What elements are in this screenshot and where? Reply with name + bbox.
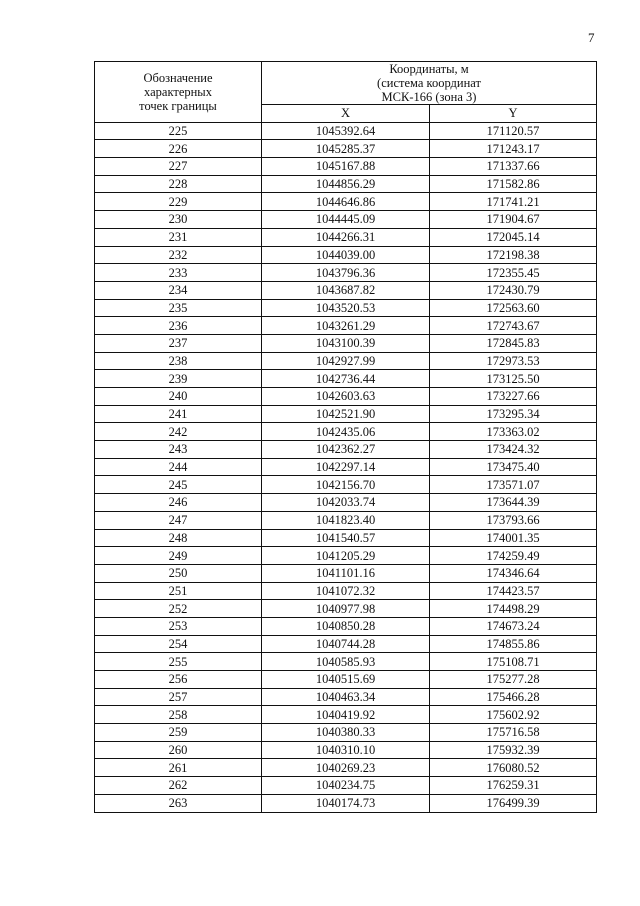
x-coordinate-cell: 1042927.99 — [262, 352, 430, 370]
y-coordinate-cell: 172845.83 — [430, 334, 597, 352]
y-coordinate-cell: 175716.58 — [430, 724, 597, 742]
page-top-mark — [298, 0, 344, 5]
x-coordinate-cell: 1044646.86 — [262, 193, 430, 211]
point-cell: 225 — [95, 122, 262, 140]
y-coordinate-cell: 171741.21 — [430, 193, 597, 211]
point-cell: 234 — [95, 281, 262, 299]
points-header-line: характерных — [144, 84, 212, 99]
y-coordinate-cell: 174498.29 — [430, 600, 597, 618]
table-row — [95, 370, 597, 388]
y-coordinate-cell: 172045.14 — [430, 228, 597, 246]
y-coordinate-cell: 172563.60 — [430, 299, 597, 317]
point-cell: 236 — [95, 317, 262, 335]
table-row — [95, 228, 597, 246]
point-cell: 256 — [95, 671, 262, 689]
point-cell: 257 — [95, 688, 262, 706]
y-coordinate-cell: 174346.64 — [430, 564, 597, 582]
table-row — [95, 494, 597, 512]
x-coordinate-cell: 1045167.88 — [262, 158, 430, 176]
y-coordinate-cell: 173793.66 — [430, 511, 597, 529]
table-row — [95, 564, 597, 582]
x-coordinate-cell: 1043796.36 — [262, 264, 430, 282]
y-coordinate-cell: 171243.17 — [430, 140, 597, 158]
y-coordinate-cell: 176080.52 — [430, 759, 597, 777]
y-coordinate-cell: 173227.66 — [430, 388, 597, 406]
point-cell: 231 — [95, 228, 262, 246]
table-row — [95, 211, 597, 229]
x-coordinate-cell: 1040310.10 — [262, 741, 430, 759]
point-cell: 233 — [95, 264, 262, 282]
points-column-header — [95, 62, 262, 123]
point-cell: 249 — [95, 547, 262, 565]
point-cell: 259 — [95, 724, 262, 742]
x-coordinate-cell: 1042362.27 — [262, 441, 430, 459]
y-coordinate-cell: 172973.53 — [430, 352, 597, 370]
coordinates-column-header — [262, 62, 597, 105]
table-row — [95, 264, 597, 282]
x-coordinate-cell: 1042297.14 — [262, 458, 430, 476]
table-row — [95, 175, 597, 193]
y-coordinate-cell: 171904.67 — [430, 211, 597, 229]
points-header-line: точек границы — [139, 98, 217, 113]
point-cell: 260 — [95, 741, 262, 759]
x-coordinate-cell: 1040419.92 — [262, 706, 430, 724]
point-cell: 229 — [95, 193, 262, 211]
y-coordinate-cell: 175277.28 — [430, 671, 597, 689]
point-cell: 248 — [95, 529, 262, 547]
y-coordinate-cell: 175602.92 — [430, 706, 597, 724]
x-coordinate-cell: 1040269.23 — [262, 759, 430, 777]
y-coordinate-cell: 172198.38 — [430, 246, 597, 264]
x-coordinate-cell: 1041072.32 — [262, 582, 430, 600]
point-cell: 239 — [95, 370, 262, 388]
point-cell: 251 — [95, 582, 262, 600]
point-cell: 263 — [95, 794, 262, 812]
point-cell: 232 — [95, 246, 262, 264]
point-cell: 238 — [95, 352, 262, 370]
point-cell: 254 — [95, 635, 262, 653]
y-coordinate-cell: 174855.86 — [430, 635, 597, 653]
table-row — [95, 741, 597, 759]
point-cell: 247 — [95, 511, 262, 529]
y-coordinate-cell: 173475.40 — [430, 458, 597, 476]
x-coordinate-cell: 1040977.98 — [262, 600, 430, 618]
table-row — [95, 511, 597, 529]
x-coordinate-cell: 1041205.29 — [262, 547, 430, 565]
x-coordinate-cell: 1044445.09 — [262, 211, 430, 229]
point-cell: 261 — [95, 759, 262, 777]
x-coordinate-cell: 1045285.37 — [262, 140, 430, 158]
y-coordinate-cell: 171337.66 — [430, 158, 597, 176]
point-cell: 226 — [95, 140, 262, 158]
table-row — [95, 352, 597, 370]
x-coordinate-cell: 1042603.63 — [262, 388, 430, 406]
point-cell: 228 — [95, 175, 262, 193]
y-coordinate-cell: 173295.34 — [430, 405, 597, 423]
table-row — [95, 547, 597, 565]
table-row — [95, 476, 597, 494]
x-coordinate-cell: 1040585.93 — [262, 653, 430, 671]
table-row — [95, 441, 597, 459]
y-coordinate-cell: 171582.86 — [430, 175, 597, 193]
page-number: 7 — [588, 30, 595, 45]
y-coordinate-cell: 176259.31 — [430, 777, 597, 795]
x-coordinate-cell: 1040234.75 — [262, 777, 430, 795]
point-cell: 253 — [95, 617, 262, 635]
table-row — [95, 635, 597, 653]
y-coordinate-cell: 172430.79 — [430, 281, 597, 299]
x-coordinate-cell: 1044856.29 — [262, 175, 430, 193]
point-cell: 244 — [95, 458, 262, 476]
y-coordinate-cell: 173644.39 — [430, 494, 597, 512]
coords-header-line: (система координат — [377, 76, 481, 90]
table-header-row — [95, 62, 597, 105]
x-coordinate-cell: 1042033.74 — [262, 494, 430, 512]
x-coordinate-cell: 1041540.57 — [262, 529, 430, 547]
table-row — [95, 724, 597, 742]
x-coordinate-cell: 1042156.70 — [262, 476, 430, 494]
table-row — [95, 671, 597, 689]
x-coordinate-cell: 1040174.73 — [262, 794, 430, 812]
table-row — [95, 281, 597, 299]
table-row — [95, 388, 597, 406]
table-row — [95, 246, 597, 264]
point-cell: 237 — [95, 334, 262, 352]
table-row — [95, 334, 597, 352]
point-cell: 245 — [95, 476, 262, 494]
coords-header-line: Координаты, м — [389, 62, 469, 76]
x-column-header: X — [262, 105, 430, 123]
table-row — [95, 122, 597, 140]
point-cell: 262 — [95, 777, 262, 795]
point-cell: 252 — [95, 600, 262, 618]
point-cell: 240 — [95, 388, 262, 406]
y-coordinate-cell: 175466.28 — [430, 688, 597, 706]
y-coordinate-cell: 174673.24 — [430, 617, 597, 635]
table-row — [95, 423, 597, 441]
x-coordinate-cell: 1041823.40 — [262, 511, 430, 529]
y-coordinate-cell: 172355.45 — [430, 264, 597, 282]
y-coordinate-cell: 174259.49 — [430, 547, 597, 565]
table-row — [95, 617, 597, 635]
y-coordinate-cell: 172743.67 — [430, 317, 597, 335]
y-coordinate-cell: 173571.07 — [430, 476, 597, 494]
table-row — [95, 140, 597, 158]
point-cell: 250 — [95, 564, 262, 582]
table-row — [95, 777, 597, 795]
table-row — [95, 794, 597, 812]
table-row — [95, 582, 597, 600]
coords-header-line: МСК-166 (зона 3) — [381, 90, 477, 104]
table-row — [95, 759, 597, 777]
x-coordinate-cell: 1045392.64 — [262, 122, 430, 140]
x-coordinate-cell: 1042435.06 — [262, 423, 430, 441]
x-coordinate-cell: 1042736.44 — [262, 370, 430, 388]
y-coordinate-cell: 174001.35 — [430, 529, 597, 547]
y-coordinate-cell: 171120.57 — [430, 122, 597, 140]
point-cell: 235 — [95, 299, 262, 317]
y-coordinate-cell: 173424.32 — [430, 441, 597, 459]
points-header-line: Обозначение — [143, 70, 213, 85]
x-coordinate-cell: 1040380.33 — [262, 724, 430, 742]
table-row — [95, 193, 597, 211]
x-coordinate-cell: 1044266.31 — [262, 228, 430, 246]
y-column-header: Y — [430, 105, 597, 123]
x-coordinate-cell: 1043261.29 — [262, 317, 430, 335]
table-row — [95, 529, 597, 547]
table-row — [95, 158, 597, 176]
y-coordinate-cell: 176499.39 — [430, 794, 597, 812]
x-coordinate-cell: 1043687.82 — [262, 281, 430, 299]
x-coordinate-cell: 1043100.39 — [262, 334, 430, 352]
x-coordinate-cell: 1040850.28 — [262, 617, 430, 635]
table-row — [95, 653, 597, 671]
x-coordinate-cell: 1040744.28 — [262, 635, 430, 653]
y-coordinate-cell: 174423.57 — [430, 582, 597, 600]
table-row — [95, 706, 597, 724]
x-coordinate-cell: 1040515.69 — [262, 671, 430, 689]
x-coordinate-cell: 1044039.00 — [262, 246, 430, 264]
point-cell: 258 — [95, 706, 262, 724]
x-coordinate-cell: 1043520.53 — [262, 299, 430, 317]
point-cell: 227 — [95, 158, 262, 176]
point-cell: 241 — [95, 405, 262, 423]
y-coordinate-cell: 175108.71 — [430, 653, 597, 671]
coordinates-table — [94, 61, 597, 813]
table-row — [95, 405, 597, 423]
table-body — [95, 122, 597, 812]
point-cell: 243 — [95, 441, 262, 459]
y-coordinate-cell: 175932.39 — [430, 741, 597, 759]
table-row — [95, 688, 597, 706]
point-cell: 242 — [95, 423, 262, 441]
y-coordinate-cell: 173363.02 — [430, 423, 597, 441]
x-coordinate-cell: 1042521.90 — [262, 405, 430, 423]
table-row — [95, 600, 597, 618]
y-coordinate-cell: 173125.50 — [430, 370, 597, 388]
x-coordinate-cell: 1041101.16 — [262, 564, 430, 582]
x-coordinate-cell: 1040463.34 — [262, 688, 430, 706]
point-cell: 230 — [95, 211, 262, 229]
table-row — [95, 317, 597, 335]
table-row — [95, 458, 597, 476]
point-cell: 255 — [95, 653, 262, 671]
table-row — [95, 299, 597, 317]
point-cell: 246 — [95, 494, 262, 512]
